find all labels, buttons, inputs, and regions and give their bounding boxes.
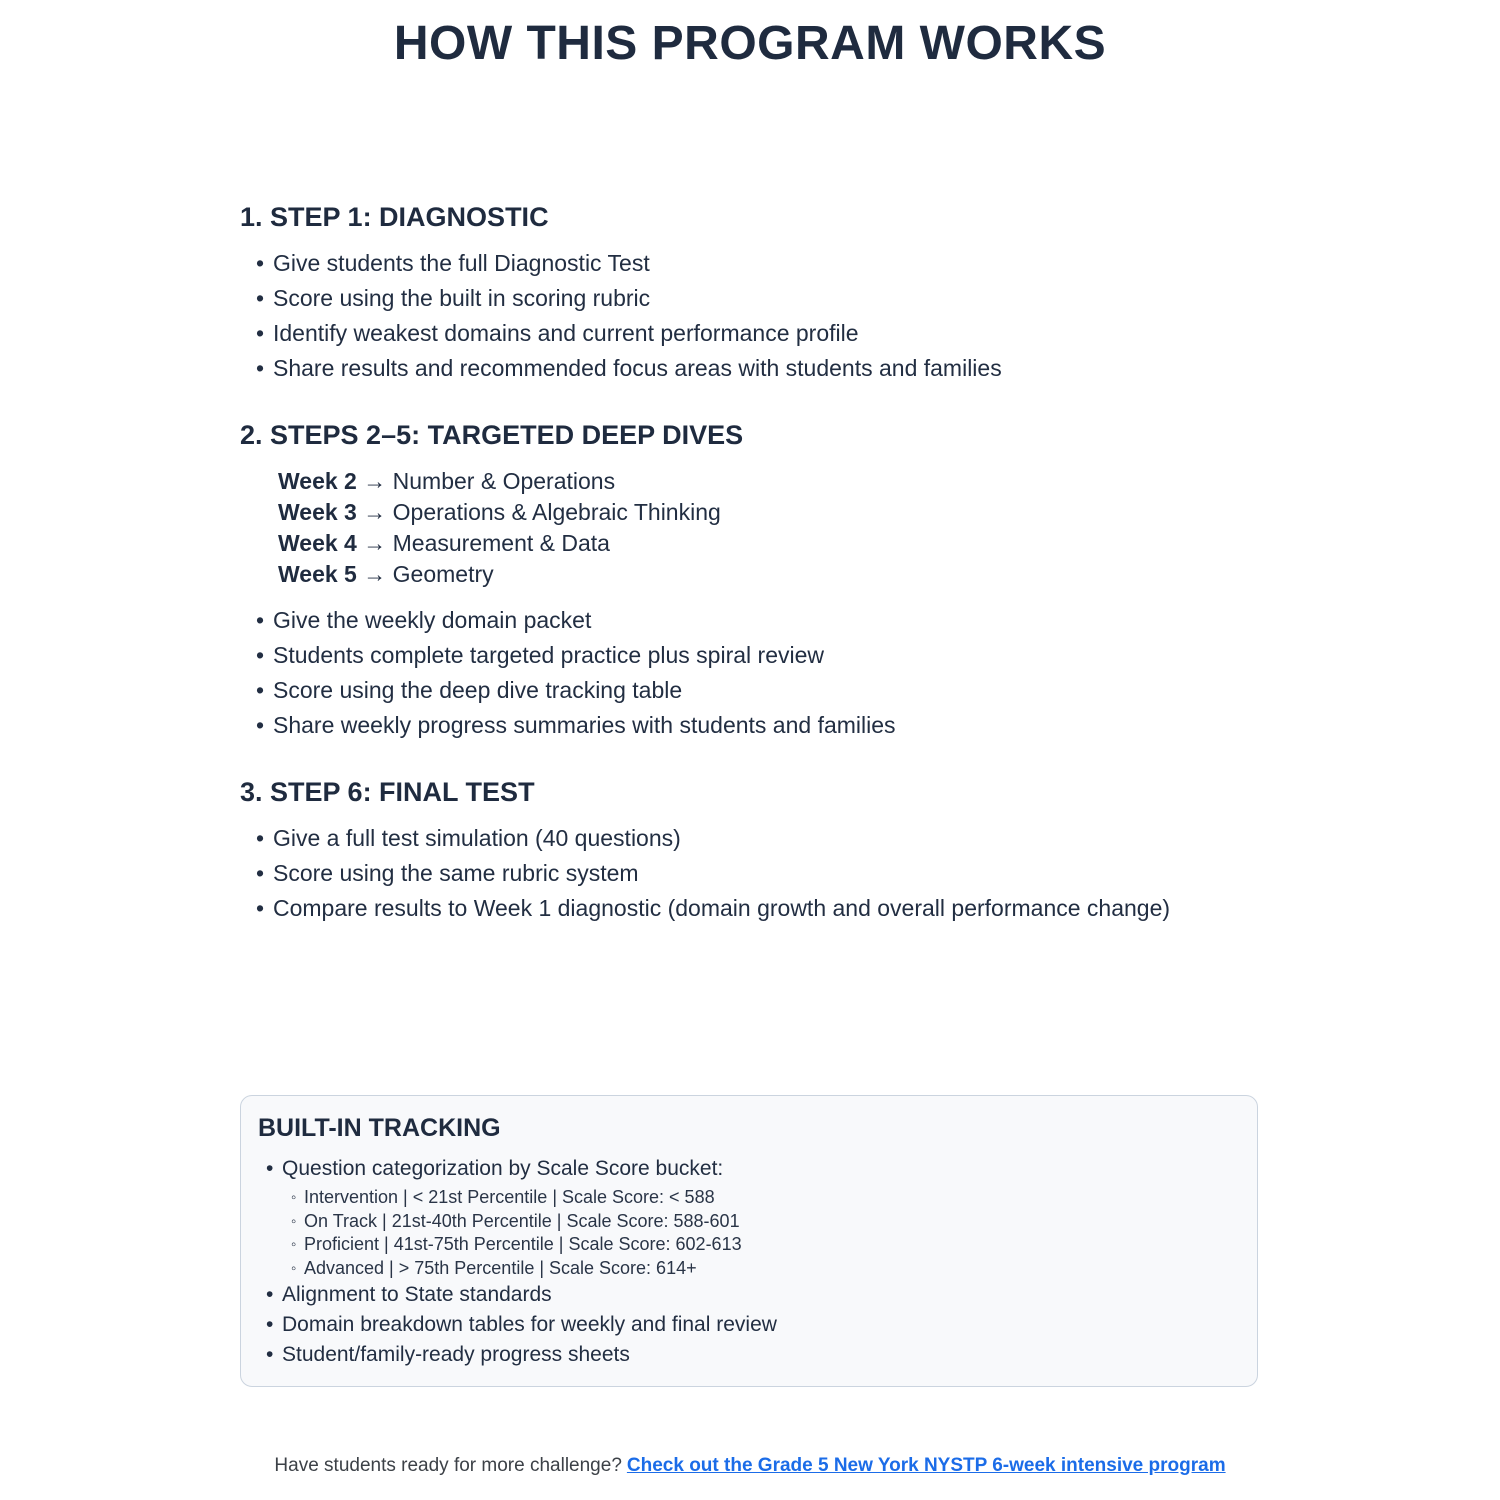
section-heading: 3. STEP 6: FINAL TEST [240, 777, 535, 807]
bullet-item [240, 638, 1300, 673]
bullet-icon: • [256, 320, 265, 346]
bullet-icon: • [256, 825, 265, 851]
intensive-program-link[interactable]: Check out the Grade 5 New York NYSTP 6-week intensive program [626, 1455, 1226, 1476]
bullet-list [240, 246, 1300, 386]
week-topic: → Number & Operations [356, 468, 616, 494]
tracking-list [258, 1154, 1237, 1370]
bucket-item [291, 1257, 1237, 1281]
bucket-text: Intervention | < 21st Percentile | Scale Score: < 588 [304, 1187, 715, 1207]
week-topic: → Geometry [356, 561, 494, 587]
bullet-text: Give students the full Diagnostic Test [273, 250, 650, 276]
bullet-icon: • [256, 250, 265, 276]
bullet-item [240, 281, 1300, 316]
week-label: Week 4 [278, 530, 357, 556]
bullet-text: Domain breakdown tables for weekly and final review [282, 1313, 777, 1336]
week-row [240, 559, 1300, 590]
tracking-box-title: BUILT-IN TRACKING [258, 1114, 501, 1142]
bullet-text: Share results and recommended focus areas with students and families [273, 355, 1002, 381]
section-step-1 [240, 201, 1300, 386]
bullet-icon: • [256, 642, 265, 668]
bucket-text: On Track | 21st-40th Percentile | Scale Score: 588-601 [304, 1210, 740, 1231]
bullet-item [240, 603, 1300, 638]
week-row [240, 466, 1300, 497]
bullet-text: Give a full test simulation (40 questions) [273, 825, 681, 851]
section-heading: 1. STEP 1: DIAGNOSTIC [240, 202, 549, 232]
week-label: Week 5 [278, 561, 357, 587]
bullet-text: Share weekly progress summaries with students and families [273, 712, 896, 738]
bullet-text: Score using the same rubric system [273, 860, 639, 886]
tracking-item-row [258, 1154, 1237, 1184]
bucket-text: Advanced | > 75th Percentile | Scale Score: 614+ [304, 1257, 697, 1278]
bullet-text: Question categorization by Scale Score bucket: [282, 1157, 724, 1180]
bullet-text: Identify weakest domains and current performance profile [273, 320, 859, 346]
tracking-item-row [258, 1310, 1237, 1340]
bullet-text: Compare results to Week 1 diagnostic (domain growth and overall performance change) [273, 895, 1171, 921]
week-label: Week 3 [278, 499, 357, 525]
section-step-3 [240, 776, 1300, 926]
tracking-item [258, 1280, 1237, 1310]
section-step-2 [240, 419, 1300, 743]
bullet-item [240, 856, 1300, 891]
bullet-icon: • [256, 355, 265, 381]
bullet-icon: • [266, 1157, 274, 1180]
week-label: Week 2 [278, 468, 357, 494]
weeks-list [240, 466, 1300, 590]
bullet-list [240, 821, 1300, 926]
bullet-item [240, 316, 1300, 351]
bullet-text: Alignment to State standards [282, 1283, 552, 1306]
scale-score-buckets [258, 1186, 1237, 1280]
bullet-text: Students complete targeted practice plus spiral review [273, 642, 825, 668]
tracking-item-row [258, 1340, 1237, 1370]
bullet-icon: • [266, 1313, 274, 1336]
bullet-icon: • [256, 895, 265, 921]
built-in-tracking-box [240, 1095, 1258, 1387]
bullet-item [240, 708, 1300, 743]
footer-prompt: Have students ready for more challenge? [274, 1455, 622, 1476]
footer [0, 1455, 1500, 1477]
sub-bullet-icon: ◦ [291, 1189, 297, 1206]
bullet-text: Student/family-ready progress sheets [282, 1343, 630, 1366]
section-heading: 2. STEPS 2–5: TARGETED DEEP DIVES [240, 420, 744, 450]
bullet-list [240, 603, 1300, 743]
bullet-text: Score using the deep dive tracking table [273, 677, 683, 703]
page-title: HOW THIS PROGRAM WORKS [393, 17, 1107, 70]
bullet-item [240, 246, 1300, 281]
tracking-item-row [258, 1280, 1237, 1310]
bullet-icon: • [266, 1283, 274, 1306]
tracking-item [258, 1340, 1237, 1370]
tracking-item [258, 1310, 1237, 1340]
bullet-item [240, 891, 1300, 926]
bucket-item [291, 1233, 1237, 1257]
week-topic: → Measurement & Data [356, 530, 610, 556]
bucket-item [291, 1186, 1237, 1210]
bullet-icon: • [266, 1343, 274, 1366]
bullet-icon: • [256, 607, 265, 633]
bullet-text: Score using the built in scoring rubric [273, 285, 651, 311]
bullet-text: Give the weekly domain packet [273, 607, 592, 633]
bullet-icon: • [256, 860, 265, 886]
sub-bullet-icon: ◦ [291, 1259, 297, 1277]
bullet-icon: • [256, 677, 265, 703]
sub-bullet-icon: ◦ [291, 1236, 297, 1253]
bullet-item [240, 673, 1300, 708]
tracking-item [258, 1154, 1237, 1280]
bullet-icon: • [256, 285, 265, 311]
week-topic: → Operations & Algebraic Thinking [356, 499, 721, 525]
bullet-item [240, 821, 1300, 856]
sub-bullet-icon: ◦ [291, 1212, 297, 1230]
bucket-item [291, 1210, 1237, 1234]
week-row [240, 528, 1300, 559]
bucket-text: Proficient | 41st-75th Percentile | Scale Score: 602-613 [304, 1234, 742, 1254]
bullet-icon: • [256, 712, 265, 738]
week-row [240, 497, 1300, 528]
bullet-item [240, 351, 1300, 386]
